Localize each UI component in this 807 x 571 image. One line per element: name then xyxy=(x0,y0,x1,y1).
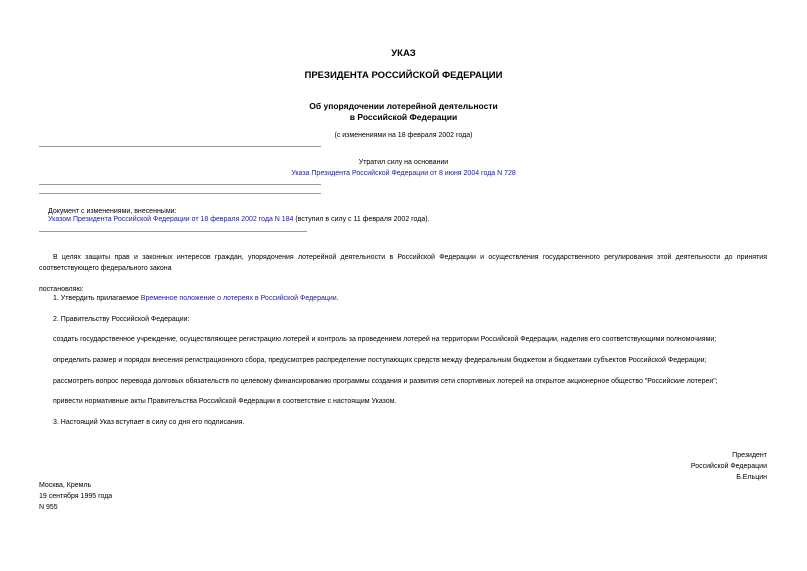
document-title-line1: Об упорядочении лотерейной деятельности xyxy=(309,101,498,111)
footer-number: N 955 xyxy=(39,504,58,511)
item-1 xyxy=(53,295,339,302)
amendments-link[interactable]: Указом Президента Российской Федерации от 18 февраля 2002 года N 184 xyxy=(48,216,294,223)
footer-date: 19 сентября 1995 года xyxy=(39,493,113,500)
item-2-c: рассмотреть вопрос перевода долговых обязательств по целевому финансированию программы создания и развития сети спортивных лотерей на открытое акционерное общество "Российские лотереи"; xyxy=(53,378,718,385)
item-2-d: привести нормативные акты Правительства Российской Федерации в соответствие с настоящим Указом. xyxy=(53,398,397,405)
divider xyxy=(39,193,321,194)
lost-force-link[interactable]: Указа Президента Российской Федерации от 8 июня 2004 года N 728 xyxy=(291,170,516,177)
item-1-prefix: 1. Утвердить прилагаемое xyxy=(53,295,141,302)
item-2-b: определить размер и порядок внесения регистрационного сбора, предусмотрев распределение поступающих средств между федеральным бюджетом и бюджетами субъектов Российской Федерации; xyxy=(53,357,707,364)
divider xyxy=(39,146,321,147)
amendments-suffix: (вступил в силу с 11 февраля 2002 года). xyxy=(295,216,430,223)
signature-position-1: Президент xyxy=(732,452,767,459)
item-3: 3. Настоящий Указ вступает в силу со дня его подписания. xyxy=(53,419,245,426)
issuer-title: ПРЕЗИДЕНТА РОССИЙСКОЙ ФЕДЕРАЦИИ xyxy=(304,70,503,81)
item-2-a: создать государственное учреждение, осуществляющее регистрацию лотерей и контроль за проведением лотерей на территории Российской Федерации, наделив его соответствующими полномочиями; xyxy=(53,336,717,343)
decree-word: постановляю: xyxy=(39,286,84,293)
signature-name: Б.Ельцин xyxy=(736,474,767,481)
footer-place: Москва, Кремль xyxy=(39,482,92,489)
footer-block xyxy=(39,480,112,513)
doc-type-title: УКАЗ xyxy=(391,48,416,59)
preamble: В целях защиты прав и законных интересов граждан, упорядочения лотерейной деятельности в Российской Федерации и осуществления государственного регулирования этой деятельности до принятия соответствующего федерального закона xyxy=(39,254,767,272)
document-title-line2: в Российской Федерации xyxy=(349,112,458,122)
signature-block xyxy=(691,450,767,483)
item-1-suffix: . xyxy=(336,295,339,302)
amendments-label: Документ с изменениями, внесенными: xyxy=(48,208,177,215)
divider xyxy=(39,231,307,232)
item-1-link[interactable]: Временное положение о лотереях в Российской Федерации xyxy=(140,295,337,302)
signature-position-2: Российской Федерации xyxy=(690,463,767,470)
lost-force-label: Утратил силу на основании xyxy=(358,159,449,166)
amendments-line xyxy=(48,215,430,224)
divider xyxy=(39,184,321,185)
item-2: 2. Правительству Российской Федерации: xyxy=(53,316,190,323)
changes-note: (с изменениями на 18 февраля 2002 года) xyxy=(334,132,473,139)
